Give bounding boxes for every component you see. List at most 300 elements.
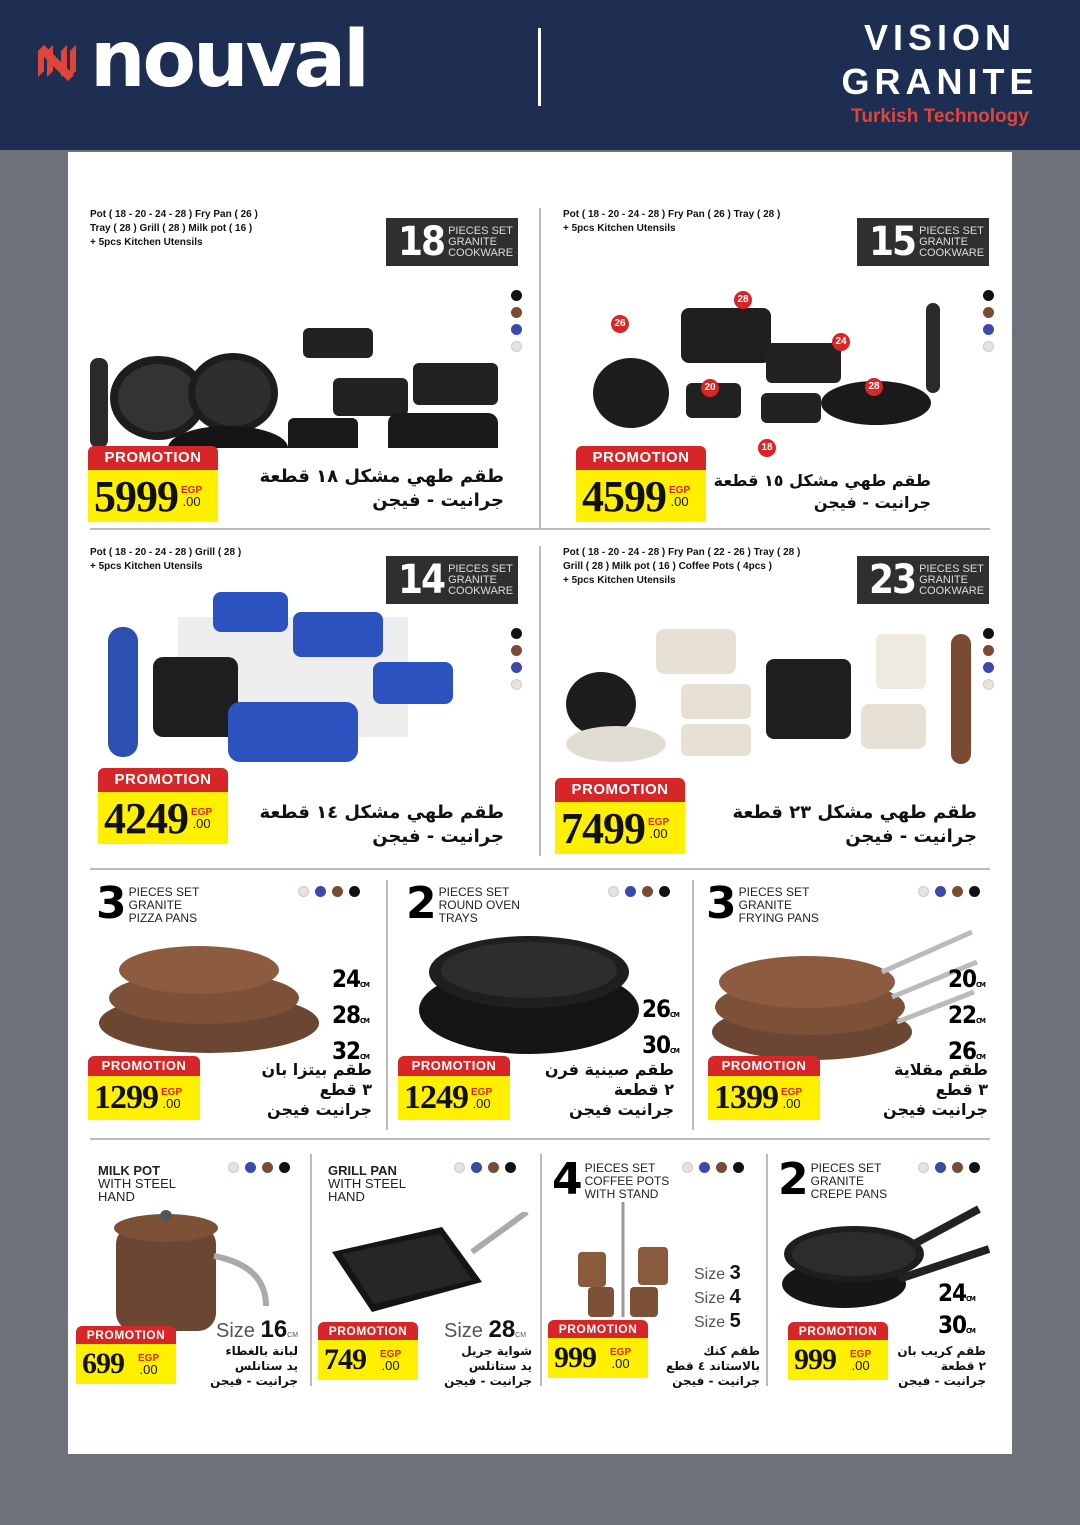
promotion-tag: PROMOTION: [708, 1056, 820, 1076]
arabic-line: جرانيت - فيجن: [372, 490, 504, 511]
logo-text: nouval: [90, 15, 367, 105]
contents-line: Pot ( 18 - 20 - 24 - 28 ) Grill ( 28 ): [90, 547, 242, 558]
product-name-arabic: [545, 1060, 674, 1120]
price-decimals: .00: [162, 1096, 181, 1111]
price-decimals: .00: [472, 1096, 491, 1111]
piece-count: 3: [706, 878, 735, 929]
product-word: GRANITE: [128, 898, 182, 912]
promotion-tag: PROMOTION: [398, 1056, 510, 1076]
color-swatch-brown[interactable]: [332, 886, 343, 897]
arabic-line: جرانيت - فيجن: [672, 1374, 760, 1388]
arabic-line: ٢ قطعة: [613, 1080, 674, 1099]
arabic-line: طقم صينية فرن: [544, 1060, 674, 1079]
price-decimals: .00: [851, 1358, 870, 1373]
arabic-line: طقم طهي مشكل ١٥ قطعة: [713, 471, 931, 490]
arabic-line: جرانيت - فيجن: [210, 1374, 298, 1388]
size-value: 30: [938, 1311, 967, 1339]
set-word: GRANITE: [448, 573, 497, 586]
size-list: [332, 964, 369, 1072]
promo-price-block: [88, 1056, 200, 1120]
product-set-23[interactable]: [561, 546, 1001, 866]
size-label: [216, 1316, 298, 1344]
nouval-logo[interactable]: [34, 15, 367, 105]
product-words: [585, 1162, 670, 1201]
color-swatch-cream[interactable]: [298, 886, 309, 897]
size-unit: CM: [360, 1017, 369, 1025]
color-swatches: [511, 628, 522, 690]
contents-line: + 5pcs Kitchen Utensils: [563, 223, 676, 234]
product-title: [552, 1154, 670, 1205]
divider: [539, 546, 541, 856]
piece-count: 2: [778, 1154, 807, 1205]
oven-trays-image: [414, 920, 644, 1060]
size-unit: CM: [670, 1011, 679, 1019]
color-swatch-brown[interactable]: [983, 307, 994, 318]
set-count: 14: [398, 557, 445, 603]
size-unit: CM: [966, 1327, 975, 1335]
size-badge: 28: [865, 378, 883, 396]
price-value: 5999: [94, 471, 178, 521]
cookware-set-image: [88, 248, 508, 448]
contents-line: + 5pcs Kitchen Utensils: [90, 561, 203, 572]
arabic-line: جرانيت - فيجن: [444, 1374, 532, 1388]
currency-code: EGP: [161, 1087, 183, 1098]
product-grill-pan[interactable]: [318, 1154, 538, 1394]
promo-price-block: [548, 1320, 648, 1378]
price-decimals: .00: [139, 1362, 158, 1377]
set-count: 18: [398, 219, 445, 265]
promo-price-block: [788, 1322, 888, 1380]
promotion-tag: PROMOTION: [88, 1056, 200, 1076]
divider: [90, 528, 990, 530]
currency-code: EGP: [138, 1353, 160, 1364]
color-swatch-black[interactable]: [983, 628, 994, 639]
arabic-line: جرانيت فيجن: [569, 1100, 674, 1119]
currency: [781, 1087, 802, 1109]
color-swatch-brown[interactable]: [511, 307, 522, 318]
cookware-set-image: [98, 582, 478, 762]
color-swatches: [608, 886, 670, 897]
color-swatch-brown[interactable]: [952, 1162, 963, 1173]
product-frying-pans[interactable]: [700, 880, 1000, 1136]
color-swatch-black[interactable]: [279, 1162, 290, 1173]
color-swatch-brown[interactable]: [642, 886, 653, 897]
set-contents: [563, 546, 863, 588]
cookware-set-image: [561, 594, 981, 774]
size-unit: CM: [670, 1047, 679, 1055]
divider: [386, 880, 388, 1130]
arabic-line: ٣ قطع: [319, 1080, 372, 1099]
product-name-arabic: [883, 1060, 988, 1120]
brand-title-line2: GRANITE: [841, 61, 1039, 102]
size-item: [948, 964, 985, 1000]
color-swatch-brown[interactable]: [983, 645, 994, 656]
price-box: [76, 1344, 176, 1384]
arabic-line: جرانيت فيجن: [267, 1100, 372, 1119]
color-swatch-cream[interactable]: [511, 341, 522, 352]
color-swatches: [511, 290, 522, 352]
promotion-tag: PROMOTION: [76, 1326, 176, 1344]
piece-count: 2: [406, 878, 435, 929]
product-words: [811, 1162, 887, 1201]
set-count: 23: [869, 557, 916, 603]
size-badge: 28: [734, 291, 752, 309]
divider: [310, 1154, 312, 1386]
size-list: [642, 994, 679, 1066]
size-word: Size: [444, 1320, 483, 1342]
currency: [648, 817, 669, 839]
color-swatch-cream[interactable]: [608, 886, 619, 897]
arabic-line: طقم كريب بان: [897, 1344, 986, 1358]
product-title: [98, 1164, 176, 1203]
contents-line: + 5pcs Kitchen Utensils: [563, 575, 676, 586]
nouval-logo-icon: [34, 37, 80, 83]
promo-price-block: [576, 446, 706, 522]
promotion-tag: PROMOTION: [555, 778, 685, 802]
product-set-14[interactable]: [88, 546, 528, 866]
contents-line: Pot ( 18 - 20 - 24 - 28 ) Fry Pan ( 26 ) Tray ( 28 ): [563, 209, 781, 220]
price-value: 749: [324, 1343, 366, 1376]
product-word: GRANITE: [738, 898, 792, 912]
arabic-line: طقم كنك: [703, 1344, 760, 1358]
currency-code: EGP: [669, 485, 691, 496]
size-value: 28: [332, 1001, 361, 1029]
size-word: Size: [216, 1320, 255, 1342]
arabic-line: جرانيت - فيجن: [898, 1374, 986, 1388]
currency-code: EGP: [191, 807, 213, 818]
divider: [90, 868, 990, 870]
color-swatch-cream[interactable]: [454, 1162, 465, 1173]
color-swatch-blue[interactable]: [315, 886, 326, 897]
price-value: 699: [82, 1347, 124, 1380]
color-swatch-blue[interactable]: [983, 662, 994, 673]
size-label: [444, 1316, 526, 1344]
currency-code: EGP: [181, 485, 203, 496]
coffee-pots-image: [568, 1202, 678, 1322]
catalog-page: [68, 152, 1012, 1454]
color-swatch-cream[interactable]: [983, 679, 994, 690]
arabic-line: طقم طهي مشكل ١٨ قطعة: [259, 466, 504, 487]
product-title: [406, 878, 520, 929]
product-milk-pot[interactable]: [76, 1154, 304, 1394]
arabic-line: جرانيت - فيجن: [845, 826, 977, 847]
frying-pans-image: [712, 902, 982, 1062]
product-word: FRYING PANS: [738, 911, 819, 925]
currency-code: EGP: [781, 1087, 803, 1098]
size-badge: 20: [701, 379, 719, 397]
set-word: COOKWARE: [919, 584, 985, 597]
promotion-tag: PROMOTION: [98, 768, 228, 792]
set-word: PIECES SET: [448, 224, 513, 237]
color-swatch-black[interactable]: [511, 628, 522, 639]
price-value: 999: [794, 1343, 836, 1376]
promotion-tag: PROMOTION: [318, 1322, 418, 1340]
product-name-arabic: [259, 801, 504, 849]
brand-block: [820, 16, 1060, 128]
arabic-line: يد ستانلس: [468, 1359, 532, 1373]
price-box: [548, 1338, 648, 1378]
color-swatch-cream[interactable]: [983, 341, 994, 352]
contents-line: Pot ( 18 - 20 - 24 - 28 ) Fry Pan ( 26 ): [90, 209, 258, 220]
currency: [191, 807, 212, 829]
color-swatch-cream[interactable]: [918, 1162, 929, 1173]
size-unit: CM: [360, 981, 369, 989]
contents-line: Tray ( 28 ) Grill ( 28 ) Milk pot ( 16 ): [90, 223, 253, 234]
set-words: [919, 226, 984, 259]
product-name-arabic: [714, 470, 931, 514]
price-decimals: .00: [649, 826, 668, 841]
arabic-line: شواية جريل: [461, 1344, 532, 1358]
size-unit: CM: [966, 1295, 975, 1303]
contents-line: Grill ( 28 ) Milk pot ( 16 ) Coffee Pots ( 4pcs ): [563, 561, 772, 572]
promotion-tag: PROMOTION: [548, 1320, 648, 1338]
color-swatch-brown[interactable]: [488, 1162, 499, 1173]
currency-code: EGP: [380, 1349, 402, 1360]
size-unit: CM: [515, 1332, 527, 1339]
product-name-arabic: [262, 1060, 372, 1120]
size-value: 22: [948, 1001, 977, 1029]
arabic-line: جرانيت - فيجن: [813, 493, 931, 512]
set-word: GRANITE: [919, 235, 968, 248]
product-word: GRILL PAN: [328, 1163, 397, 1178]
price-box: [555, 802, 685, 854]
product-word: PIECES SET: [438, 885, 510, 899]
currency: [138, 1353, 159, 1375]
arabic-line: طقم بيتزا بان: [261, 1060, 372, 1079]
size-item: [938, 1312, 975, 1344]
color-swatch-blue[interactable]: [471, 1162, 482, 1173]
size-label: [694, 1286, 741, 1309]
price-box: [788, 1340, 888, 1380]
arabic-line: جرانيت فيجن: [883, 1100, 988, 1119]
price-decimals: .00: [782, 1096, 801, 1111]
promo-price-block: [555, 778, 685, 854]
price-box: [98, 792, 228, 844]
currency: [610, 1347, 631, 1369]
contents-line: Pot ( 18 - 20 - 24 - 28 ) Fry Pan ( 22 - 26 ) Tray ( 28 ): [563, 547, 801, 558]
product-name-arabic: [259, 465, 504, 513]
currency: [669, 485, 690, 507]
color-swatch-black[interactable]: [659, 886, 670, 897]
set-contents: [563, 208, 863, 236]
size-word: Size: [694, 1266, 726, 1283]
product-oven-trays[interactable]: [394, 880, 694, 1136]
product-word: MILK POT: [98, 1163, 161, 1178]
product-title: [96, 878, 200, 929]
color-swatch-blue[interactable]: [935, 886, 946, 897]
product-coffee-pots[interactable]: [548, 1154, 766, 1394]
price-value: 4249: [104, 793, 188, 843]
product-word: WITH STEEL: [98, 1176, 177, 1191]
size-item: [948, 1000, 985, 1036]
set-word: PIECES SET: [919, 562, 984, 575]
size-value: 24: [332, 965, 361, 993]
size-item: [332, 964, 369, 1000]
promo-price-block: [98, 768, 228, 844]
price-box: [576, 470, 706, 522]
size-item: [938, 1280, 975, 1312]
promo-price-block: [76, 1326, 176, 1384]
size-item: [332, 1000, 369, 1036]
color-swatch-black[interactable]: [733, 1162, 744, 1173]
price-value: 1299: [94, 1079, 158, 1116]
price-box: [88, 1076, 200, 1120]
color-swatch-blue[interactable]: [983, 324, 994, 335]
color-swatches: [228, 1162, 290, 1173]
product-set-18[interactable]: [88, 208, 528, 528]
pizza-pans-image: [94, 928, 324, 1058]
color-swatch-cream[interactable]: [918, 886, 929, 897]
currency: [161, 1087, 182, 1109]
color-swatch-blue[interactable]: [245, 1162, 256, 1173]
set-word: COOKWARE: [448, 584, 514, 597]
divider: [692, 880, 694, 1130]
color-swatches: [983, 628, 994, 690]
price-decimals: .00: [192, 816, 211, 831]
color-swatch-blue[interactable]: [699, 1162, 710, 1173]
size-list: [948, 964, 985, 1072]
color-swatch-brown[interactable]: [262, 1162, 273, 1173]
size-value: 16: [260, 1316, 288, 1343]
product-name-arabic: [444, 1344, 532, 1389]
price-box: [88, 470, 218, 522]
set-word: PIECES SET: [448, 562, 513, 575]
price-decimals: .00: [182, 494, 201, 509]
currency-code: EGP: [850, 1349, 872, 1360]
currency: [471, 1087, 492, 1109]
arabic-line: جرانيت - فيجن: [372, 826, 504, 847]
divider: [766, 1154, 768, 1386]
size-word: Size: [694, 1290, 726, 1307]
size-unit: CM: [976, 1053, 985, 1061]
size-word: Size: [694, 1314, 726, 1331]
size-value: 30: [642, 1031, 671, 1059]
color-swatch-cream[interactable]: [682, 1162, 693, 1173]
price-value: 1399: [714, 1079, 778, 1116]
price-decimals: .00: [611, 1356, 630, 1371]
size-label: [694, 1310, 741, 1333]
size-unit: CM: [360, 1053, 369, 1061]
product-word: HAND: [328, 1189, 365, 1204]
arabic-line: ٣ قطع: [935, 1080, 988, 1099]
product-name-arabic: [732, 801, 977, 849]
color-swatch-black[interactable]: [511, 290, 522, 301]
color-swatch-brown[interactable]: [511, 645, 522, 656]
product-word: TRAYS: [438, 911, 478, 925]
product-set-15[interactable]: [561, 208, 1001, 528]
set-word: PIECES SET: [919, 224, 984, 237]
color-swatch-cream[interactable]: [511, 679, 522, 690]
color-swatches: [298, 886, 360, 897]
color-swatch-black[interactable]: [969, 886, 980, 897]
product-word: PIECES SET: [810, 1161, 882, 1175]
product-word: WITH STAND: [584, 1187, 659, 1201]
color-swatch-brown[interactable]: [716, 1162, 727, 1173]
promo-price-block: [88, 446, 218, 522]
currency: [380, 1349, 401, 1371]
color-swatches: [983, 290, 994, 352]
arabic-line: طقم طهي مشكل ٢٣ قطعة: [732, 802, 977, 823]
color-swatch-blue[interactable]: [625, 886, 636, 897]
currency: [850, 1349, 871, 1371]
color-swatch-blue[interactable]: [935, 1162, 946, 1173]
color-swatch-cream[interactable]: [228, 1162, 239, 1173]
color-swatch-black[interactable]: [983, 290, 994, 301]
product-name-arabic: [666, 1344, 760, 1389]
arabic-line: لبانة بالغطاء: [225, 1344, 298, 1358]
price-value: 7499: [561, 803, 645, 853]
color-swatch-black[interactable]: [349, 886, 360, 897]
product-crepe-pans[interactable]: [774, 1154, 992, 1394]
brand-title-line1: VISION: [863, 17, 1017, 58]
size-value: 3: [729, 1262, 741, 1284]
set-word: GRANITE: [919, 573, 968, 586]
set-words: [919, 564, 984, 597]
size-badge: 24: [832, 333, 850, 351]
arabic-line: يد ستانلس: [234, 1359, 298, 1373]
product-word: PIECES SET: [738, 885, 810, 899]
set-count-box: [857, 218, 989, 266]
promo-price-block: [318, 1322, 418, 1380]
price-box: [398, 1076, 510, 1120]
product-word: HAND: [98, 1189, 135, 1204]
size-value: 20: [948, 965, 977, 993]
page-header: [0, 0, 1080, 150]
size-value: 28: [488, 1316, 516, 1343]
contents-line: + 5pcs Kitchen Utensils: [90, 237, 203, 248]
size-value: 5: [729, 1310, 741, 1332]
color-swatch-black[interactable]: [505, 1162, 516, 1173]
color-swatch-brown[interactable]: [952, 886, 963, 897]
product-word: COFFEE POTS: [584, 1174, 670, 1188]
currency: [181, 485, 202, 507]
size-value: 24: [938, 1279, 967, 1307]
size-value: 32: [332, 1037, 361, 1065]
divider: [539, 208, 541, 528]
product-pizza-pans[interactable]: [84, 880, 384, 1136]
price-value: 1249: [404, 1079, 468, 1116]
product-name-arabic: [210, 1344, 298, 1389]
price-decimals: .00: [670, 494, 689, 509]
size-unit: CM: [976, 981, 985, 989]
currency-code: EGP: [610, 1347, 632, 1358]
size-value: 4: [729, 1286, 741, 1308]
promotion-tag: PROMOTION: [88, 446, 218, 470]
currency-code: EGP: [471, 1087, 493, 1098]
piece-count: 3: [96, 878, 125, 929]
color-swatch-black[interactable]: [969, 1162, 980, 1173]
size-list: [938, 1280, 975, 1344]
color-swatch-blue[interactable]: [511, 662, 522, 673]
size-value: 26: [948, 1037, 977, 1065]
cookware-set-image: [591, 268, 951, 448]
size-label: [694, 1262, 741, 1285]
grill-pan-image: [322, 1212, 532, 1322]
product-words: [129, 886, 200, 925]
size-value: 26: [642, 995, 671, 1023]
size-item: [642, 994, 679, 1030]
product-word: GRANITE: [810, 1174, 864, 1188]
color-swatches: [454, 1162, 516, 1173]
set-count: 15: [869, 219, 916, 265]
color-swatch-blue[interactable]: [511, 324, 522, 335]
set-word: COOKWARE: [448, 246, 514, 259]
size-unit: CM: [287, 1332, 299, 1339]
header-divider: [538, 28, 541, 106]
price-box: [318, 1340, 418, 1380]
product-word: PIECES SET: [584, 1161, 656, 1175]
promotion-tag: PROMOTION: [576, 446, 706, 470]
